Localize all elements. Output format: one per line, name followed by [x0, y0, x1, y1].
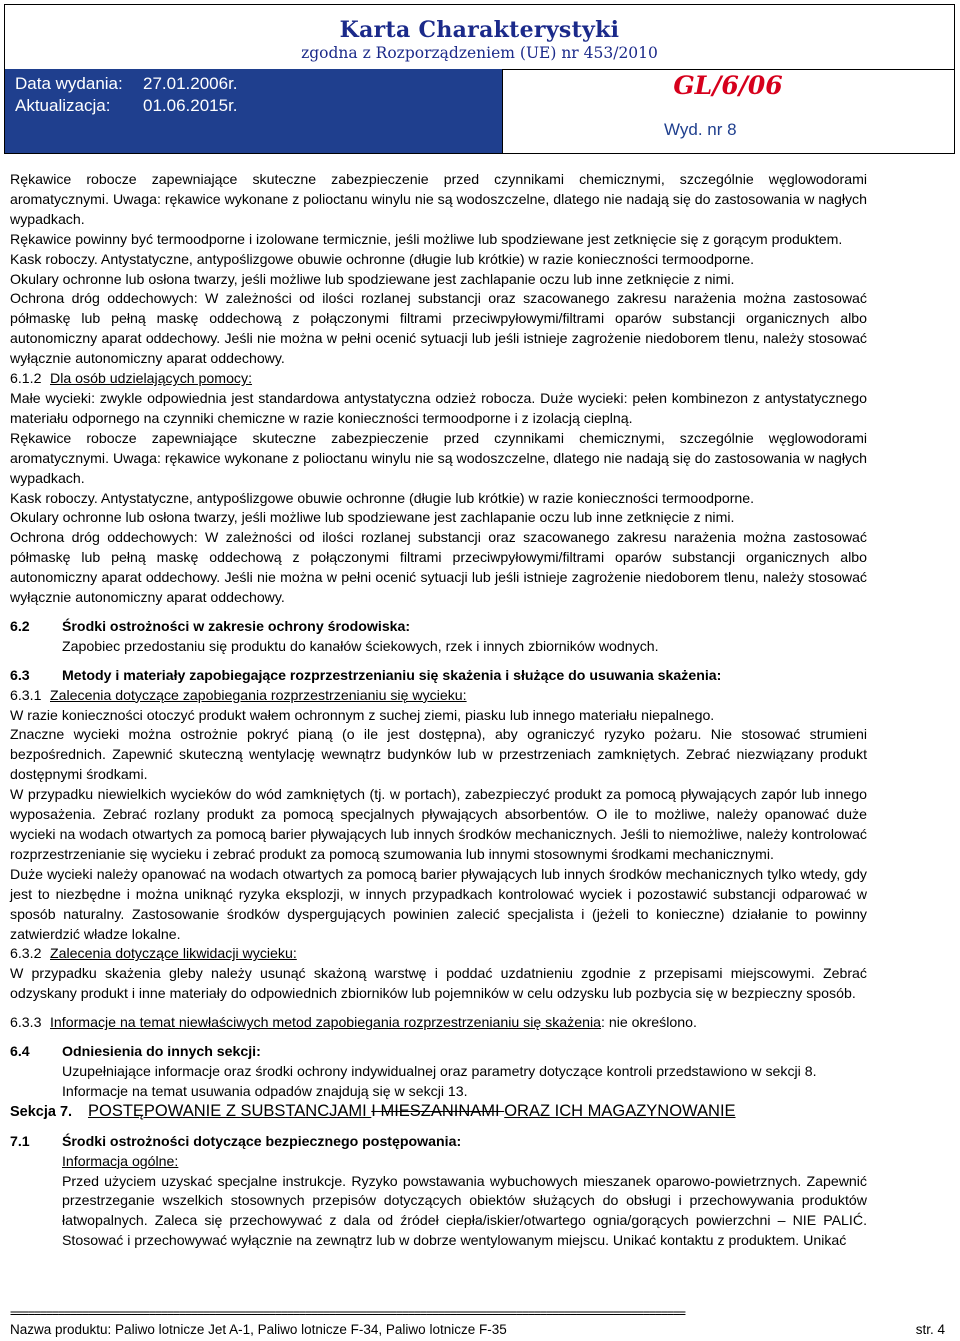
paragraph: Znaczne wycieki można ostrożnie pokryć pianą (o ile jest dostępna), aby ograniczyć ryzyko pożaru. Nie stosować strumieni bezpośrednich. Zapewnić skuteczną wentylację wewnątrz budynków lub w przestrzeniach zamkniętych. Zebrać niezwiązany produkt dostępnymi środkami.	[10, 726, 867, 783]
subsection-heading-612	[10, 369, 867, 389]
subsection-number: 6.1.2	[10, 370, 42, 387]
paragraph: Rękawice robocze zapewniające skuteczne zabezpieczenie przed czynnikami chemicznymi, szczególnie węglowodorami aromatycznymi. Uwaga: rękawice wykonane z polioctanu winylu nie są wodoszczelne, dlatego nie nadają się do zastosowania w nagłych wypadkach.	[10, 429, 867, 486]
document-code: GL/6/06	[673, 71, 783, 100]
version-number: Wyd. nr 8	[664, 120, 737, 139]
paragraph: W razie konieczności otoczyć produkt wałem ochronnym z suchej ziemi, piasku lub innego materiału niepalnego.	[10, 706, 715, 723]
issue-date-label: Data wydania:	[15, 74, 123, 93]
paragraph: W przypadku skażenia gleby należy usunąć skażoną warstwę i poddać uzdatnieniu zgodnie z przepisami miejscowymi. Zebrać odzyskany produkt i inne materiały do odpowiednich zbiorników lub pojemników w celu odzysku lub pozbycia się w bezpieczny sposób.	[10, 965, 867, 1002]
page-number: str. 4	[915, 1322, 945, 1337]
subsection-heading-633	[10, 1013, 867, 1033]
paragraph: Ochrona dróg oddechowych: W zależności od ilości rozlanej substancji oraz szacowanego zakresu narażenia można zastosować półmaskę lub pełną maskę oddechową z połączonymi filtrami przeciwpyłowymi/filtrami oparów substancji organicznych albo autonomiczny aparat oddechowy. Jeśli nie można w pełni ocenić sytuacji lub jeśli istnieje zagrożenie niedoborem tlenu, należy stosować wyłącznie autonomiczny aparat oddechowy.	[10, 290, 867, 367]
section-title-part: POSTĘPOWANIE Z SUBSTANCJAMI	[88, 1101, 372, 1120]
section-title: Metody i materiały zapobiegające rozprzestrzenianiu się skażenia i służące do usuwania skażenia:	[62, 666, 722, 683]
paragraph: Rękawice powinny być termoodporne i izolowane termicznie, jeśli możliwe lub spodziewane jest zetknięcie się z gorącym produktem.	[10, 230, 843, 247]
section-title-part: ORAZ ICH MAGAZYNOWANIE	[504, 1101, 736, 1120]
document-header	[4, 4, 955, 154]
paragraph: Ochrona dróg oddechowych: W zależności od ilości rozlanej substancji oraz szacowanego zakresu narażenia można zastosować półmaskę lub pełną maskę oddechową z połączonymi filtrami przeciwpyłowymi/filtrami oparów substancji organicznych albo autonomiczny aparat oddechowy. Jeśli nie można w pełni ocenić sytuacji lub jeśli istnieje zagrożenie niedoborem tlenu, należy stosować wyłącznie autonomiczny aparat oddechowy.	[10, 529, 867, 606]
paragraph: Informacje na temat usuwania odpadów znajdują się w sekcji 13.	[62, 1082, 468, 1099]
document-body	[10, 170, 867, 1251]
update-date-label: Aktualizacja:	[15, 96, 111, 115]
section-number: 6.2	[10, 617, 30, 634]
paragraph: Uzupełniające informacje oraz środki ochrony indywidualnej oraz parametry dotyczące kontroli przedstawiono w sekcji 8.	[62, 1062, 817, 1079]
paragraph: Małe wycieki: zwykle odpowiednia jest standardowa antystatyczna odzież robocza. Duże wycieki: pełen kombinezon z antystatycznego materiału odpornego na czynniki chemiczne w razie konieczności termoodporne i z izolacją cieplną.	[10, 389, 867, 426]
section-7-heading	[10, 1102, 867, 1123]
paragraph: Przed użyciem uzyskać specjalne instrukcje. Ryzyko powstawania wybuchowych mieszanek oparowo-powietrznych. Zapewnić przestrzeganie wszelkich stosownych przepisów dotyczących obiektów służących do obsługi i przechowywania produktów łatwopalnych. Zaleca się przechowywać z dala od źródeł ciepła/iskier/otwartego ognia/gorących powierzchni – NIE PALIĆ. Stosować i przechowywać wyłącznie na zewnątrz lub w dobrze wentylowanym miejscu. Unikać kontaktu z produktem. Unikać	[62, 1172, 867, 1249]
section-heading-63	[10, 666, 867, 686]
section-number: 6.3	[10, 666, 30, 683]
subsection-number: 6.3.1	[10, 686, 42, 703]
paragraph: Rękawice robocze zapewniające skuteczne zabezpieczenie przed czynnikami chemicznymi, szczególnie węglowodorami aromatycznymi. Uwaga: rękawice wykonane z polioctanu winylu nie są wodoszczelne, dlatego nie nadają się do zastosowania w nagłych wypadkach.	[10, 171, 867, 227]
update-date-value: 01.06.2015r.	[143, 96, 238, 115]
subsection-title: Dla osób udzielających pomocy:	[50, 370, 253, 387]
subsection-heading-631	[10, 686, 867, 706]
paragraph: Okulary ochronne lub osłona twarzy, jeśli możliwe lub spodziewane jest zachlapanie oczu lub inne zetknięcie z nimi.	[10, 509, 735, 526]
paragraph: Duże wycieki należy opanować na wodach otwartych za pomocą barier pływających lub innych środków mechanicznych tylko wtedy, gdy jest to niezbędne i można uniknąć ryzyka eksplozji, w innych przypadkach kontrolować wyciek i pozostawić substancji odparować w sposób naturalny. Zastosowanie środków dyspergujących powinien zalecić specjalista i (jeżeli to konieczne) działanie to powinny zatwierdzić władze lokalne.	[10, 865, 867, 942]
document-title: Karta Charakterystyki	[339, 17, 620, 43]
document-subtitle: zgodna z Rozporządzeniem (UE) nr 453/2010	[301, 44, 658, 62]
subsection-title: Zalecenia dotyczące zapobiegania rozprzestrzenianiu się wycieku:	[50, 686, 467, 703]
section-heading-71	[10, 1132, 867, 1152]
paragraph: Zapobiec przedostaniu się produktu do kanałów ściekowych, rzek i innych zbiorników wodnych.	[62, 637, 659, 654]
section-title: Środki ostrożności dotyczące bezpiecznego postępowania:	[62, 1132, 462, 1149]
paragraph: W przypadku niewielkich wycieków do wód zamkniętych (tj. w portach), zabezpieczyć produkt za pomocą pływających zapór lub innego wyposażenia. Zebrać rozlany produkt za pomocą specjalnych pływających absorbentów. O ile to możliwe, należy opanować duże wycieki na wodach otwartych za pomocą barier pływających lub innych środków mechanicznych. Jeśli to niemożliwe, należy kontrolować rozprzestrzenianie się wycieku i zebrać produkt za pomocą szumowania lub innymi stosownymi środkami mechanicznymi.	[10, 786, 867, 862]
subsection-title: Zalecenia dotyczące likwidacji wycieku:	[50, 945, 297, 962]
issue-date-value: 27.01.2006r.	[143, 74, 238, 93]
subsection-title: Informacje na temat niewłaściwych metod zapobiegania rozprzestrzenianiu się skażenia	[50, 1014, 601, 1031]
header-title-block	[5, 5, 954, 70]
document-footer	[10, 1322, 945, 1337]
issue-date-row	[15, 74, 238, 94]
section-heading-64	[10, 1042, 867, 1062]
section-title-struck: I MIESZANINAMI	[371, 1101, 505, 1120]
paragraph: Kask roboczy. Antystatyczne, antypoślizgowe obuwie ochronne (długie lub krótkie) w razie konieczności termoodporne.	[10, 250, 755, 267]
section-heading-62	[10, 617, 867, 637]
subsection-number: 6.3.2	[10, 945, 42, 962]
section-number: 6.4	[10, 1043, 30, 1060]
update-date-row	[15, 96, 238, 116]
section-number: 7.1	[10, 1132, 30, 1149]
paragraph: Okulary ochronne lub osłona twarzy, jeśli możliwe lub spodziewane jest zachlapanie oczu lub inne zetknięcie z nimi.	[10, 270, 735, 287]
section-label: Sekcja 7.	[10, 1103, 73, 1120]
paragraph: Kask roboczy. Antystatyczne, antypoślizgowe obuwie ochronne (długie lub krótkie) w razie konieczności termoodporne.	[10, 489, 755, 506]
section-title: Odniesienia do innych sekcji:	[62, 1043, 261, 1060]
product-name: Nazwa produktu: Paliwo lotnicze Jet A-1, Paliwo lotnicze F-34, Paliwo lotnicze F-35	[10, 1322, 507, 1337]
header-dates	[5, 69, 503, 153]
subsection-heading-632	[10, 944, 867, 964]
subsection-number: 6.3.3	[10, 1014, 42, 1031]
subsection-text: : nie określono.	[600, 1014, 697, 1031]
footer-separator: ================================================================================================================	[10, 1306, 685, 1320]
section-title: Środki ostrożności w zakresie ochrony środowiska:	[62, 617, 411, 634]
subsection-title: Informacja ogólne:	[62, 1152, 179, 1169]
